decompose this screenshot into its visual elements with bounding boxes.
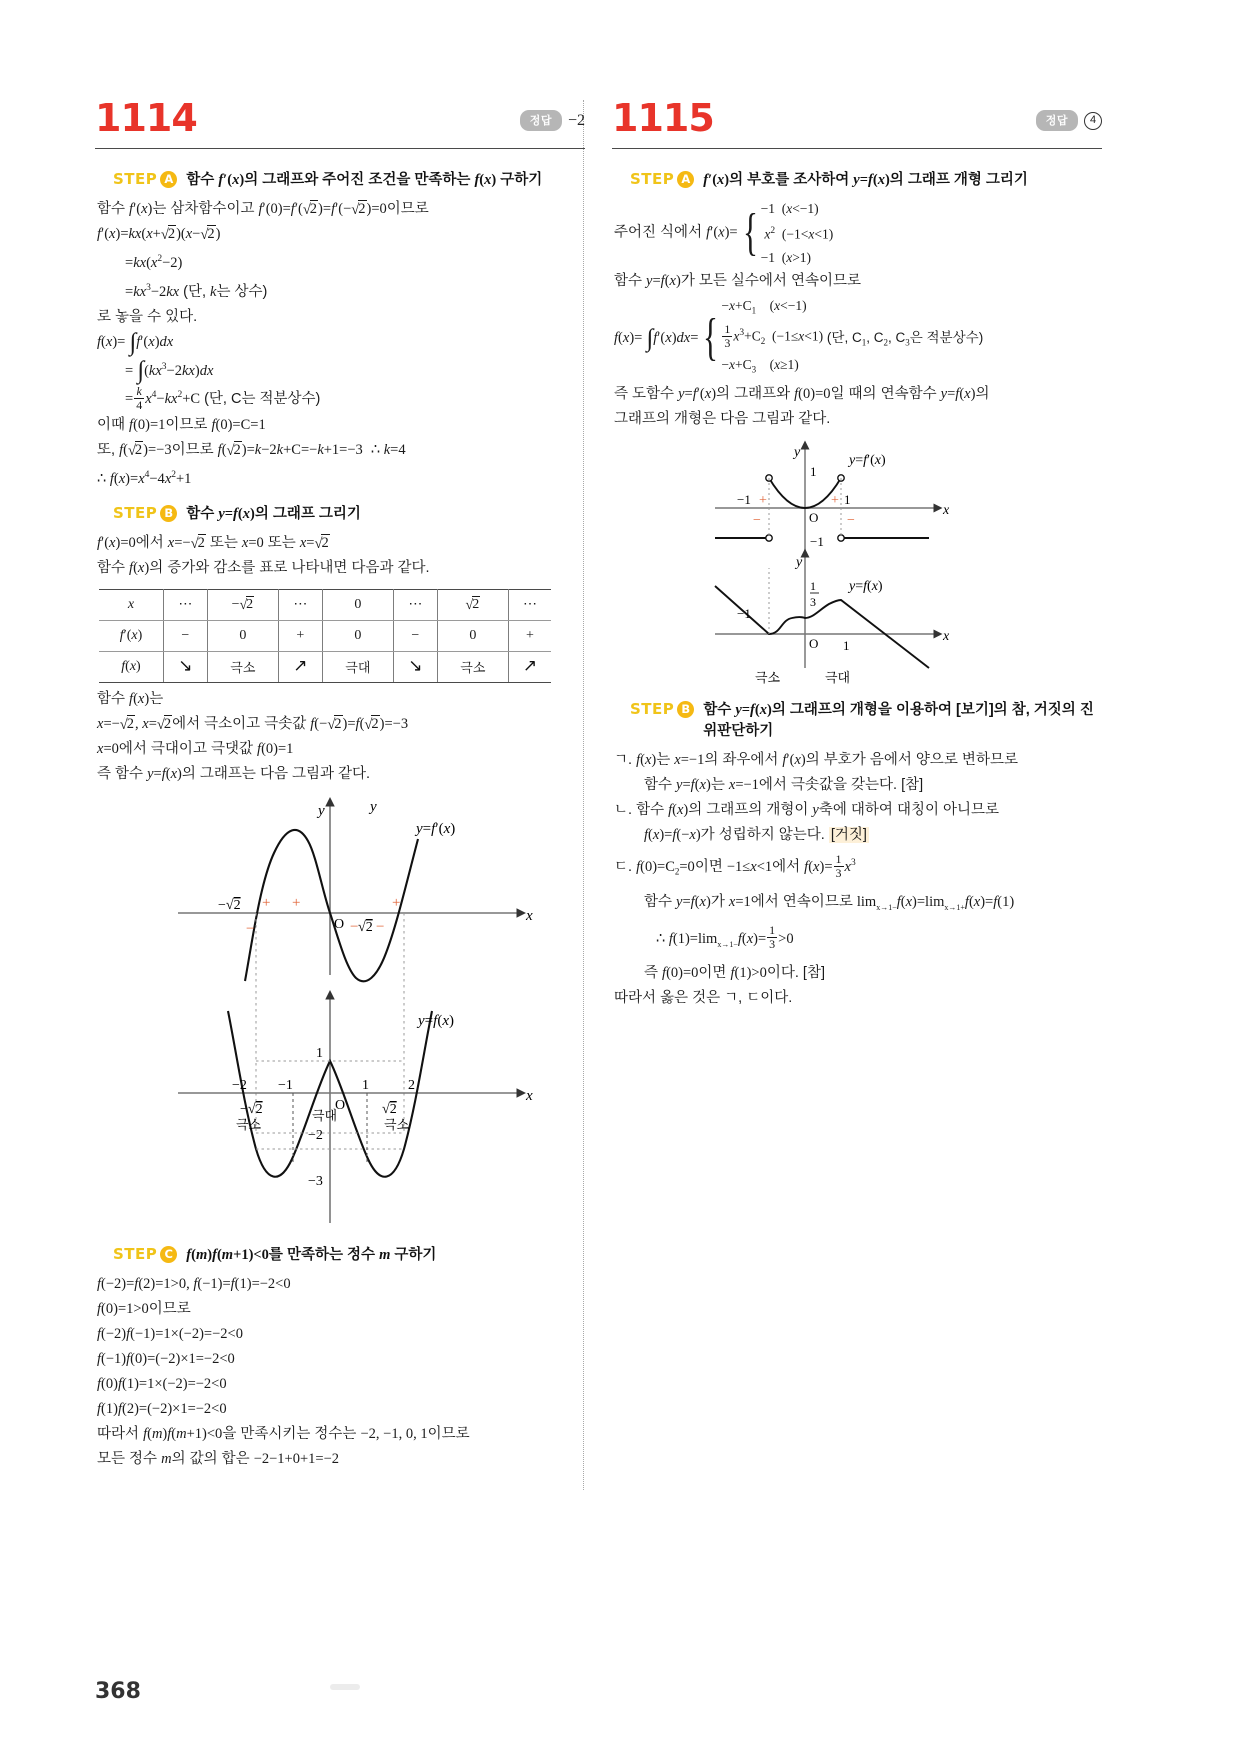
piecewise-derivative: 주어진 식에서 f′(x)= { −1 (x<−1) $x^2$ (−1<x<1) −1 (x>1) (614, 201, 834, 265)
cell: ↗ (279, 651, 323, 682)
problem-column-1114 (95, 96, 585, 1472)
text-line: f′(x)=kx(x+√2)(x−√2) (97, 226, 221, 243)
text-line: f(x)= ∫f′(x)dx (97, 328, 174, 356)
svg-text:−1: −1 (737, 492, 751, 508)
svg-text:O: O (334, 916, 345, 932)
cell: ⋯ (279, 589, 323, 620)
cell: 극소 (437, 651, 508, 682)
svg-text:x: x (943, 503, 950, 519)
header-rule (612, 148, 1102, 149)
svg-text:2: 2 (408, 1077, 415, 1093)
table-row (99, 651, 551, 682)
cell: + (509, 620, 552, 651)
svg-text:극소: 극소 (384, 1116, 410, 1132)
cell: ↘ (394, 651, 438, 682)
svg-text:−1: −1 (810, 534, 824, 550)
cell: ⋯ (394, 589, 438, 620)
svg-text:−2: −2 (232, 1077, 247, 1093)
svg-text:3: 3 (810, 595, 816, 610)
cell: 0 (322, 589, 393, 620)
step-title: f′(x)의 부호를 조사하여 y=f(x)의 그래프 개형 그리기 (703, 172, 1028, 188)
svg-text:+: + (392, 894, 401, 911)
step-b-1114 (113, 504, 585, 525)
problem-number: 1114 (95, 96, 197, 140)
svg-text:y=f′(x): y=f′(x) (849, 453, 886, 469)
svg-text:y=f(x): y=f(x) (418, 1012, 454, 1029)
text-line: = $\frac{k}{4}$ $x^4-kx^2+C$ (단, C는 적분상수) (125, 383, 321, 412)
text-line: 모든 정수 m의 값의 합은 −2−1+0+1=−2 (97, 1450, 340, 1467)
text-line: 따라서 f(m)f(m+1)<0을 만족시키는 정수는 −2, −1, 0, 1이므로 (97, 1425, 470, 1442)
table-row (99, 620, 551, 651)
page-smudge (330, 1684, 360, 1690)
svg-text:x: x (526, 1087, 533, 1104)
svg-text:O: O (809, 510, 819, 526)
svg-text:√2: √2 (382, 1101, 397, 1117)
step-title: 함수 y=f(x)의 그래프 그리기 (186, 505, 361, 522)
step-a-1114 (113, 170, 585, 191)
cell: 극대 (322, 651, 393, 682)
svg-text:1: 1 (316, 1045, 323, 1061)
increase-decrease-table (99, 589, 551, 683)
text-line: 또, f(√2)=−3이므로 f(√2)=k−2k+C=−k+1=−3 ∴ k=4 (97, 441, 406, 459)
svg-text:1: 1 (810, 579, 816, 594)
step-c-1114 (113, 1245, 585, 1266)
svg-text:O: O (335, 1097, 346, 1113)
text-line: x=0에서 극대이고 극댓값 f(0)=1 (97, 740, 294, 757)
text-line: 함수 f(x)의 증가와 감소를 표로 나타내면 다음과 같다. (97, 559, 430, 576)
text-line: 로 놓을 수 있다. (97, 308, 198, 325)
text-line: f(0)=1>0이므로 (97, 1300, 191, 1317)
step-word: STEP (113, 1244, 158, 1263)
svg-text:y: y (370, 798, 377, 815)
text-line: 함수 y=f(x)는 x=−1에서 극솟값을 갖는다. [참] (644, 777, 924, 794)
text-line: f(1)f(2)=(−2)×1=−2<0 (97, 1400, 227, 1417)
svg-text:−: − (376, 918, 385, 935)
cell: ↘ (164, 651, 208, 682)
svg-text:1: 1 (810, 464, 817, 480)
svg-text:−1: −1 (737, 606, 751, 622)
svg-text:−: − (847, 513, 855, 529)
cell: ⋯ (164, 589, 208, 620)
svg-text:극대: 극대 (825, 670, 851, 686)
figure-1115-graphs (612, 438, 1102, 688)
text-line: f′(x)=0에서 x=−√2 또는 x=0 또는 x=√2 (97, 534, 329, 552)
text-line: 함수 f(x)는 (97, 690, 164, 707)
answer-tag-label: 정답 (1036, 110, 1078, 131)
row-head: f(x) (99, 651, 164, 682)
text-line: 따라서 옳은 것은 ㄱ, ㄷ이다. (614, 989, 793, 1006)
svg-text:O: O (809, 636, 819, 652)
text-line: f(−2)=f(2)=1>0, f(−1)=f(1)=−2<0 (97, 1275, 291, 1292)
svg-text:극소: 극소 (236, 1116, 262, 1132)
step-title: 함수 y=f(x)의 그래프의 개형을 이용하여 [보기]의 참, 거짓의 진위판단하기 (703, 702, 1094, 740)
row-head: f′(x) (99, 620, 164, 651)
text-line: = $\int(kx^3-2kx)dx$ (125, 357, 214, 385)
problem-header-1115 (612, 96, 1102, 158)
svg-text:+: + (262, 894, 271, 911)
answer-value: 4 (1084, 112, 1102, 130)
text-line: 함수 f′(x)는 삼차함수이고 f′(0)=f′(√2)=f′(−√2)=0이므로 (97, 201, 429, 218)
text-line: ∴ $f(1)=\lim_{x\to 1-}f(x)=$ $\frac{1}{3}$ >0 (656, 923, 794, 952)
svg-text:−√2: −√2 (218, 897, 241, 913)
text-line: 즉 도함수 y=f′(x)의 그래프와 f(0)=0일 때의 연속함수 y=f(x)의 (614, 386, 990, 403)
svg-text:−√2: −√2 (240, 1101, 263, 1117)
cell: 0 (437, 620, 508, 651)
cell: 극소 (207, 651, 278, 682)
svg-text:극소: 극소 (755, 670, 781, 686)
text-line: f(−1)f(0)=(−2)×1=−2<0 (97, 1350, 235, 1367)
problem-number: 1115 (612, 96, 714, 140)
text-line: f(−2)f(−1)=1×(−2)=−2<0 (97, 1325, 243, 1342)
svg-text:+: + (292, 894, 301, 911)
svg-text:x: x (943, 629, 950, 645)
svg-text:y: y (794, 445, 801, 461)
page-number: 368 (95, 1679, 141, 1704)
step-word: STEP (630, 700, 675, 719)
svg-text:−: − (350, 918, 359, 935)
cell: 0 (207, 620, 278, 651)
problem-header-1114 (95, 96, 585, 158)
cell: ↗ (509, 651, 552, 682)
text-line: ㄱ. f(x)는 x=−1의 좌우에서 f′(x)의 부호가 음에서 양으로 변하므로 (614, 752, 1018, 769)
svg-text:−2: −2 (308, 1127, 323, 1143)
piecewise-antiderivative: f(x)= ∫f′(x)dx= { $-x+C_1$ (x<−1) $\frac{1}{3}$ $x^3+C_2$ (−1≤x<1) $-x+C_3$ (x≥1) (단, $C_1$, $C_2$, $C_3$은 적분상수) (614, 297, 984, 376)
step-word: STEP (113, 503, 158, 522)
step-badge: A (677, 171, 694, 188)
step-badge: B (160, 505, 177, 522)
step-title: f(m)f(m+1)<0를 만족하는 정수 m 구하기 (186, 1246, 437, 1263)
svg-text:1: 1 (362, 1077, 369, 1093)
cell: − (164, 620, 208, 651)
text-line: 즉 함수 y=f(x)의 그래프는 다음 그림과 같다. (97, 765, 371, 782)
text-line: f(0)f(1)=1×(−2)=−2<0 (97, 1375, 227, 1392)
text-line: 함수 y=f(x)가 모든 실수에서 연속이므로 (614, 272, 861, 289)
step-word: STEP (630, 170, 675, 188)
svg-text:−3: −3 (308, 1173, 323, 1189)
answer-value: −2 (567, 111, 585, 129)
svg-text:+: + (759, 493, 767, 509)
svg-text:y: y (796, 555, 803, 571)
text-line: ㄷ. $f(0)=C_2=0$이면 −1≤x<1에서 f(x)= $\frac{1}{3}$ $x^3$ (614, 851, 856, 880)
text-line: 함수 y=f(x)가 x=1에서 연속이므로 $\lim_{x\to 1-}f(x)=\lim_{x\to 1+}f(x)=f(1)$ (644, 893, 1015, 912)
cell: − (394, 620, 438, 651)
header-rule (95, 148, 585, 149)
step-a-1115 (630, 170, 1102, 191)
step-badge: A (160, 171, 177, 188)
text-line: $=kx^3-2kx$ (단, k는 상수) (125, 282, 268, 300)
table-row (99, 589, 551, 620)
svg-text:+: + (831, 493, 839, 509)
svg-text:극대: 극대 (312, 1107, 338, 1123)
text-line: ∴ $f(x)=x^4-4x^2+1$ (97, 469, 192, 487)
answer-pill (520, 110, 585, 131)
svg-text:y=f(x): y=f(x) (849, 579, 883, 595)
text-line: x=−√2, x=√2에서 극소이고 극솟값 f(−√2)=f(√2)=−3 (97, 715, 409, 733)
svg-text:1: 1 (844, 492, 851, 508)
cell: ⋯ (509, 589, 552, 620)
text-line: 즉 f(0)=0이면 f(1)>0이다. [참] (644, 964, 825, 981)
cell: + (279, 620, 323, 651)
svg-text:y: y (318, 802, 325, 819)
svg-text:1: 1 (843, 638, 850, 654)
step-badge: C (160, 1246, 177, 1263)
svg-text:x: x (526, 907, 533, 924)
text-line: 이때 f(0)=1이므로 f(0)=C=1 (97, 416, 266, 433)
cell: √2 (437, 589, 508, 620)
svg-text:y=f′(x): y=f′(x) (416, 820, 456, 837)
answer-pill (1036, 110, 1102, 131)
step-b-1115 (630, 700, 1102, 742)
svg-text:−: − (753, 513, 761, 529)
cell: 0 (322, 620, 393, 651)
step-title: 함수 f′(x)의 그래프와 주어진 조건을 만족하는 f(x) 구하기 (186, 172, 543, 188)
text-line: $=kx(x^2-2)$ (125, 254, 183, 271)
svg-text:−1: −1 (278, 1077, 293, 1093)
text-line: ㄴ. 함수 f(x)의 그래프의 개형이 y축에 대하여 대칭이 아니므로 (614, 802, 1000, 819)
text-line: f(x)=f(−x)가 성립하지 않는다. [거짓] (644, 827, 867, 844)
svg-text:−: − (246, 920, 255, 937)
answer-tag-label: 정답 (520, 110, 562, 131)
cell: −√2 (207, 589, 278, 620)
step-badge: B (677, 701, 694, 718)
step-word: STEP (113, 170, 158, 188)
row-head: x (99, 589, 164, 620)
problem-column-1115 (612, 96, 1102, 1011)
text-line: 그래프의 개형은 다음 그림과 같다. (614, 411, 831, 428)
figure-1114-graphs (95, 793, 585, 1233)
svg-text:√2: √2 (358, 919, 373, 935)
